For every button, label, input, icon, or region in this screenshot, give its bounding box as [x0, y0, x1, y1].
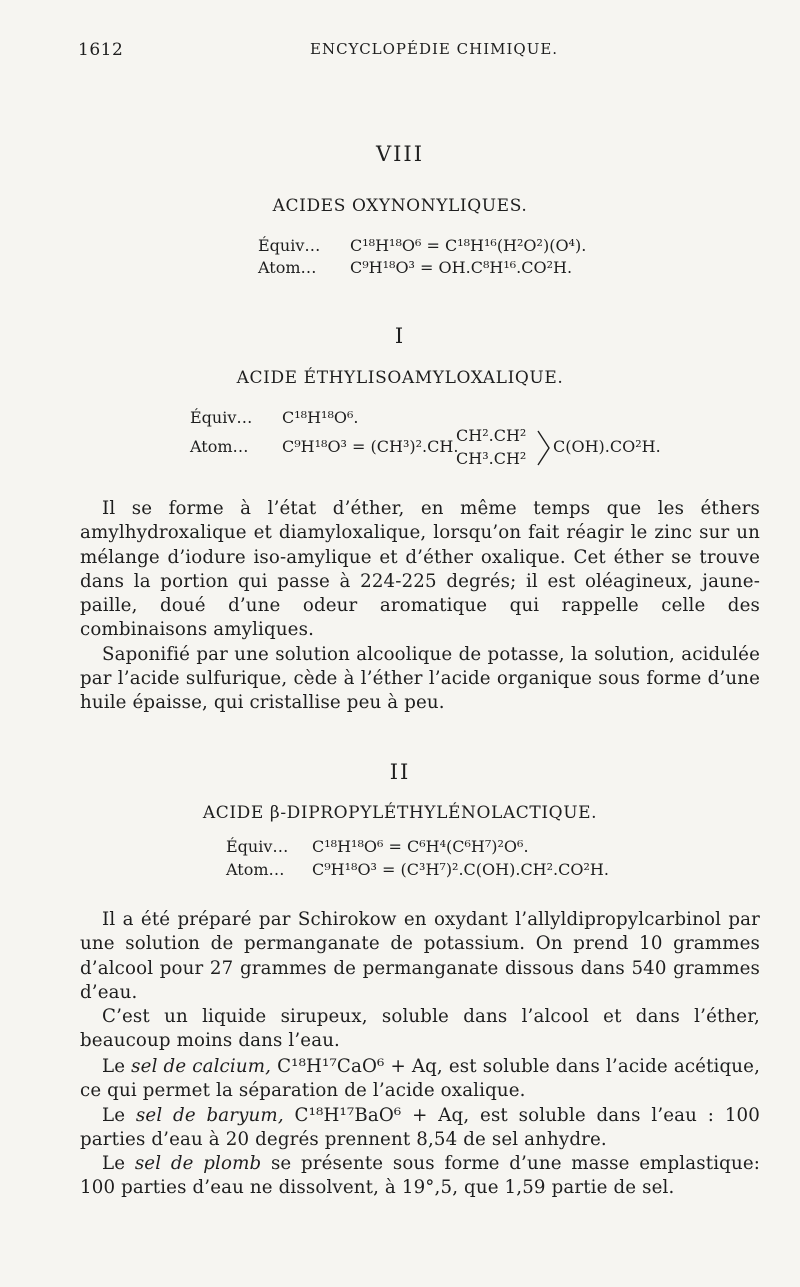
calcium-lead: Le: [102, 1056, 126, 1077]
viii-equiv-label: Équiv…: [258, 236, 321, 255]
section-ii-title: ACIDE β-DIPROPYLÉTHYLÉNOLACTIQUE.: [202, 803, 598, 823]
ii-atom-formula: C⁹H¹⁸O³ = (C³H⁷)².C(OH).CH².CO²H.: [312, 860, 609, 879]
plomb-salt-paragraph: [80, 1152, 760, 1201]
section-ii-body: [80, 908, 760, 1054]
plomb-lead: Le: [102, 1153, 126, 1175]
baryum-salt-paragraph: [80, 1104, 760, 1153]
baryum-salt-name: sel de baryum,: [135, 1104, 284, 1126]
i-atom-formula-end: C(OH).CO²H.: [553, 437, 661, 456]
section-ii-paragraph-1: Il a été préparé par Schirokow en oxydant l’allyldipropylcarbinol par une solution de permanganate de potassium. On prend 10 grammes d’alcool pour 27 grammes de permanganate dissous dans 540 grammes d’eau.: [80, 909, 760, 1003]
viii-equiv-formula: C¹⁸H¹⁸O⁶ = C¹⁸H¹⁶(H²O²)(O⁴).: [350, 236, 587, 255]
section-i-paragraph-2: Saponifié par une solution alcoolique de potasse, la solution, acidulée par l’acide sulfurique, cède à l’éther l’acide organique sous forme d’une huile épaisse, qui cristallise peu à peu.: [80, 643, 760, 714]
ii-equiv-label: Équiv…: [226, 837, 289, 856]
viii-atom-formula: C⁹H¹⁸O³ = OH.C⁸H¹⁶.CO²H.: [350, 258, 573, 277]
viii-atom-label: Atom…: [258, 258, 317, 277]
calcium-salt-name: sel de calcium,: [131, 1056, 272, 1077]
section-viii-title: ACIDES OXYNONYLIQUES.: [272, 196, 528, 216]
calcium-salt-text: C¹⁸H¹⁷CaO⁶ + Aq, est soluble dans l’acide acétique, ce qui permet la séparation de l’acide oxalique.: [80, 1056, 761, 1102]
section-i-body: [80, 497, 760, 716]
ii-atom-label: Atom…: [226, 860, 285, 879]
salts-body: [80, 1055, 760, 1201]
i-equiv-formula: C¹⁸H¹⁸O⁶.: [282, 408, 359, 427]
section-i-title: ACIDE ÉTHYLISOAMYLOXALIQUE.: [236, 368, 564, 388]
i-atom-formula-start: C⁹H¹⁸O³ = (CH³)².CH.: [282, 437, 459, 456]
section-i-paragraph-1: Il se forme à l’état d’éther, en même temps que les éthers amylhydroxalique et diamyloxalique, lorsqu’on fait réagir le zinc sur un mélange d’iodure iso-amylique et d’éther oxalique. Cet éther se trouve dans la portion qui passe à 224-225 degrés; il est oléagineux, jaune-paille, doué d’une odeur aromatique qui rappelle celle des combinaisons amyliques.: [80, 498, 760, 641]
baryum-salt-text: C¹⁸H¹⁷BaO⁶ + Aq, est soluble dans l’eau : 100 parties d’eau à 20 degrés prennent 8,54 de sel anhydre.: [80, 1104, 760, 1150]
running-title: ENCYCLOPÉDIE CHIMIQUE.: [310, 40, 559, 58]
section-ii-paragraph-2: C’est un liquide sirupeux, soluble dans l’alcool et dans l’éther, beaucoup moins dans l’eau.: [80, 1006, 760, 1052]
i-atom-branch-bottom: CH³.CH²: [456, 449, 527, 468]
section-i-numeral: I: [394, 324, 406, 348]
ii-equiv-formula: C¹⁸H¹⁸O⁶ = C⁶H⁴(C⁶H⁷)²O⁶.: [312, 837, 529, 856]
section-viii-numeral: VIII: [375, 142, 425, 166]
i-atom-branch-top: CH².CH²: [456, 426, 527, 445]
calcium-salt-paragraph: [80, 1055, 760, 1104]
i-equiv-label: Équiv…: [190, 408, 253, 427]
page-number: 1612: [78, 40, 124, 60]
plomb-salt-text: se présente sous forme d’une masse emplastique: 100 parties d’eau ne dissolvent, à 19°,5, que 1,59 partie de sel.: [80, 1153, 761, 1199]
merge-bracket-icon: [536, 428, 552, 468]
i-atom-label: Atom…: [190, 437, 249, 456]
plomb-salt-name: sel de plomb: [134, 1153, 262, 1175]
section-ii-numeral: II: [389, 760, 411, 784]
baryum-lead: Le: [102, 1104, 126, 1126]
